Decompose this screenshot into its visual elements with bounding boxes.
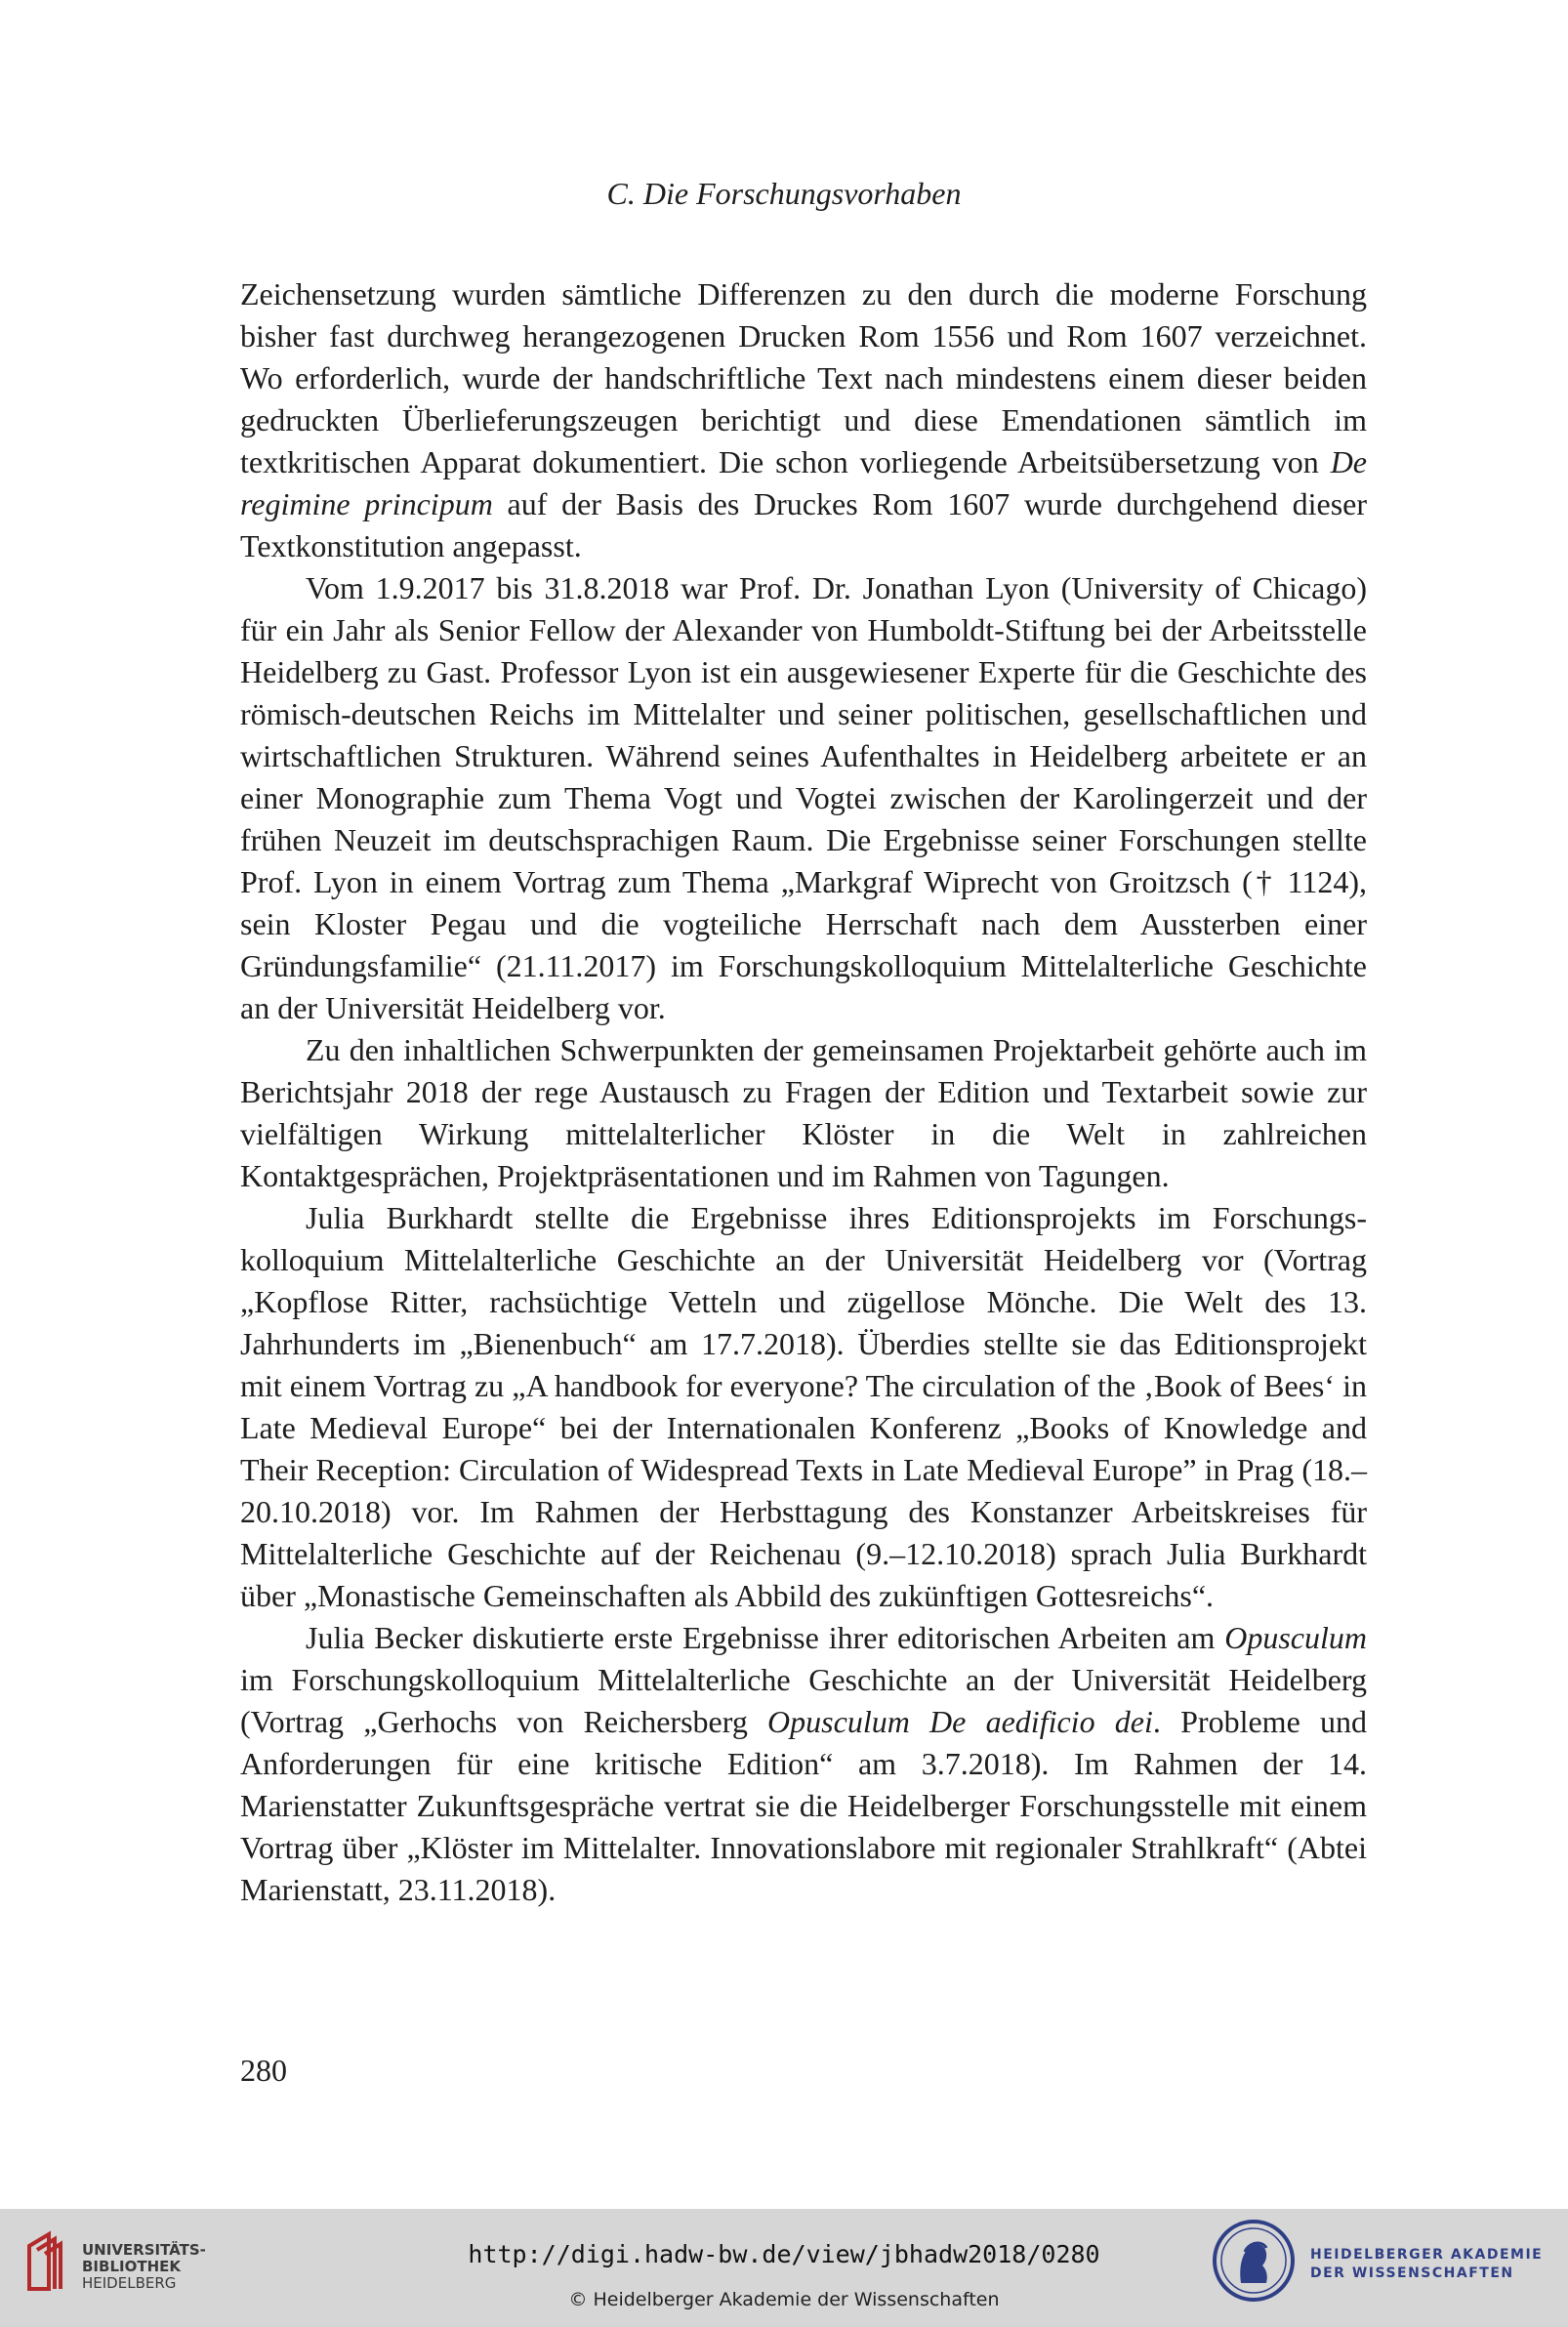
paragraph: Zeichensetzung wurden sämtliche Differenzen zu den durch die moderne Forschung bisher fast durchweg herangezogenen Drucken Rom 1556 und Rom 1607 verzeichnet. Wo erforderlich, wurde der handschriftliche Text nach mindestens einem dieser beiden gedruckten Überlieferungszeugen berichtigt und diese Emendationen sämtlich im textkritischen Apparat dokumentiert. Die schon vorliegende Arbeitsübersetzung von De regimine principum auf der Basis des Druckes Rom 1607 wurde durchgehend dieser Textkonstitution angepasst. <box>240 276 1368 563</box>
academy-logo-text: HEIDELBERGER AKADEMIE DER WISSENSCHAFTEN <box>1310 2247 1544 2281</box>
paragraph: Julia Burkhardt stellte die Ergebnisse ihres Editionsprojekts im Forschungskolloquium Mittelalterliche Geschichte an der Universität Heidelberg vor (Vortrag „Kopflose Ritter, rachsüchtige Vetteln und zügellose Mönche. Die Welt des 13. Jahrhunderts im „Bienenbuch“ am 17.7.2018). Überdies stellte sie das Editionsprojekt mit einem Vortrag zu „A handbook for everyone? The circulation of the ‚Book of Bees‘ in Late Medieval Europe“ bei der Internationalen Konferenz „Books of Knowledge and Their Reception: Circulation of Widespread Texts in Late Medieval Europe” in Prag (18.–20.10.2018) vor. Im Rahmen der Herbsttagung des Konstanzer Arbeitskreises für Mittelalterliche Geschichte auf der Reichenau (9.–12.10.2018) sprach Julia Burkhardt über „Monastische Gemeinschaften als Abbild des zukünftigen Gottesreichs“. <box>240 1200 1367 1613</box>
copyright-notice: © Heidelberger Akademie der Wissenschaften <box>568 2289 1000 2310</box>
paragraph: Vom 1.9.2017 bis 31.8.2018 war Prof. Dr. Jonathan Lyon (University of Chicago) für ein Jahr als Senior Fellow der Alexander von Humboldt-Stiftung bei der Arbeitsstelle Heidelberg zu Gast. Professor Lyon ist ein ausgewiesener Experte für die Geschichte des römisch-deutschen Reichs im Mittelalter und seiner politischen, gesellschaftlichen und wirtschaftlichen Strukturen. Während seines Aufenthaltes in Heidelberg arbeitete er an einer Monographie zum Thema Vogt und Vogtei zwischen der Karolingerzeit und der frühen Neuzeit im deutschsprachigen Raum. Die Ergebnisse seiner Forschungen stellte Prof. Lyon in einem Vortrag zum Thema „Markgraf Wiprecht von Groitzsch († 1124), sein Kloster Pegau und die vogteiliche Herrschaft nach dem Aussterben einer Gründungsfamilie“ (21.11.2017) im Forschungskolloquium Mittelalterliche Geschichte an der Universität Heidelberg vor. <box>240 570 1367 1025</box>
body-text <box>240 273 1367 1911</box>
library-logo-text: UNIVERSITÄTS- BIBLIOTHEK HEIDELBERG <box>82 2241 206 2292</box>
paragraph: Zu den inhaltlichen Schwerpunkten der gemeinsamen Projektarbeit gehörte auch im Berichtsjahr 2018 der rege Austausch zu Fragen der Edition und Textarbeit sowie zur vielfältigen Wirkung mittelalterlicher Klöster in die Welt in zahlreichen Kontaktgesprächen, Projektpräsentationen und im Rahmen von Tagungen. <box>240 1032 1367 1193</box>
page-number: 280 <box>240 2053 287 2088</box>
footer-bar <box>0 2209 1568 2327</box>
permalink-url[interactable]: http://digi.hadw-bw.de/view/jbhadw2018/0280 <box>468 2240 1100 2268</box>
paragraph: Julia Becker diskutierte erste Ergebnisse ihrer editorischen Arbeiten am Opusculum im Forschungskolloquium Mittelalterliche Geschichte an der Universität Heidelberg (Vortrag „Gerhochs von Reichersberg Opusculum De aedificio dei. Probleme und Anforderungen für eine kritische Edition“ am 3.7.2018). Im Rahmen der 14. Marienstatter Zukunftsgespräche vertrat sie die Heidelberger Forschungsstelle mit einem Vortrag über „Klöster im Mittelalter. Innovationslabore mit regionaler Strahlkraft“ (Abtei Marienstatt, 23.11.2018). <box>240 1620 1367 1907</box>
academy-seal-icon[interactable] <box>1212 2219 1296 2303</box>
running-title: C. Die Forschungsvorhaben <box>606 176 962 211</box>
